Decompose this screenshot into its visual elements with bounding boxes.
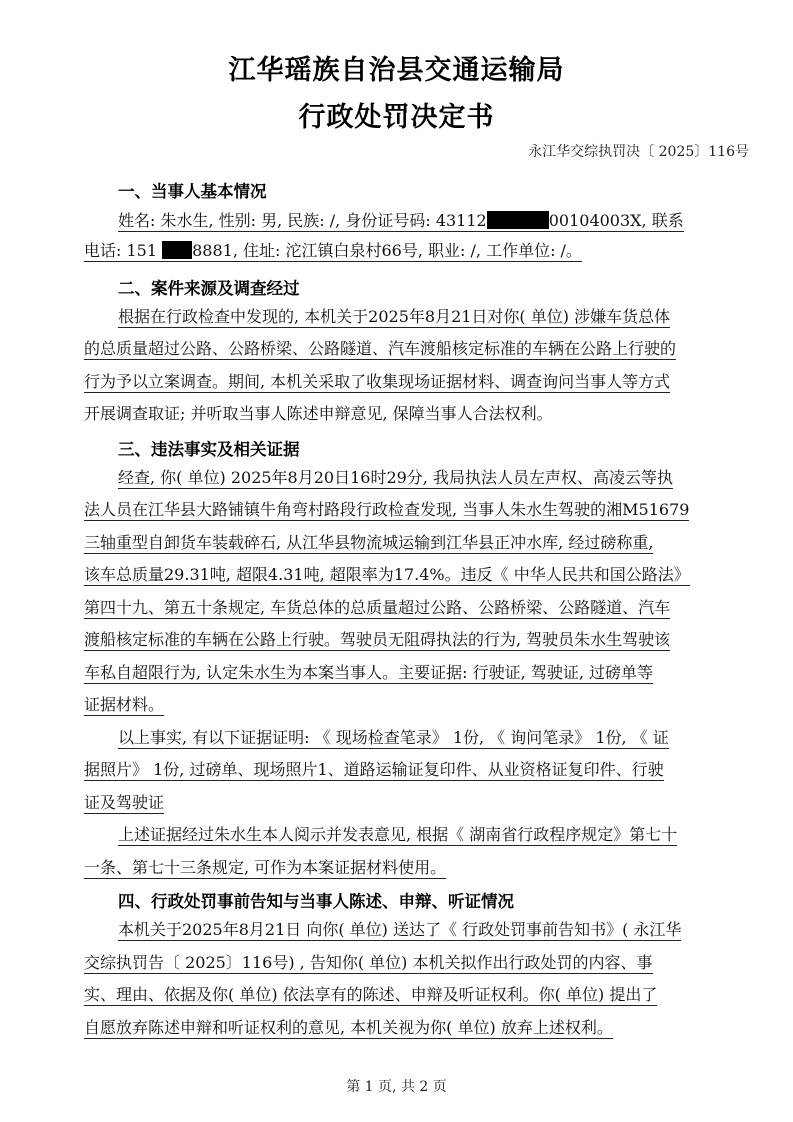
section-4-heading: 四、行政处罚事前告知与当事人陈述、申辩、听证情况	[118, 892, 514, 911]
evidence-text: 证及驾驶证	[84, 793, 165, 812]
facts-text: 渡船核定标准的车辆在公路上行驶。驾驶员无阻碍执法的行为, 驾驶员朱水生驾驶该	[84, 630, 671, 649]
evidence-line	[84, 759, 664, 781]
facts-line	[84, 499, 689, 521]
section-2-line	[84, 371, 670, 393]
evidence-review-line	[84, 857, 446, 879]
evidence-text: 以上事实, 有以下证据证明: 《 现场检查笔录》 1份, 《 询问笔录》 1份, 《 证	[118, 728, 669, 747]
notice-line	[118, 919, 681, 941]
party-id-suffix: 00104003X, 联系	[548, 211, 684, 230]
evidence-text: 据照片》 1份, 过磅单、现场照片1、道路运输证复印件、从业资格证复印件、行驶	[84, 760, 664, 779]
notice-text: 自愿放弃陈述申辩和听证权利的意见, 本机关视为你( 单位) 放弃上述权利。	[84, 1018, 613, 1037]
facts-text: 证据材料。	[84, 695, 165, 714]
evidence-review-text: 上述证据经过朱水生本人阅示并发表意见, 根据《 湖南省行政程序规定》第七十	[118, 825, 678, 844]
section-2-line	[118, 306, 670, 328]
party-info-line-1	[118, 210, 684, 232]
facts-line	[84, 532, 653, 554]
party-info-text	[84, 241, 582, 262]
facts-text: 该车总质量29.31吨, 超限4.31吨, 超限率为17.4%。违反《 中华人民共和国公路法》	[84, 565, 690, 584]
facts-text: 车私自超限行为, 认定朱水生为本案当事人。主要证据: 行驶证, 驾驶证, 过磅单等	[84, 663, 653, 682]
document-title-type: 行政处罚决定书	[298, 102, 495, 133]
section-2-text: 的总质量超过公路、公路桥梁、公路隧道、汽车渡船核定标准的车辆在公路上行驶的	[84, 339, 677, 358]
section-2-heading: 二、案件来源及调查经过	[118, 279, 300, 298]
facts-text: 三轴重型自卸货车装载碎石, 从江华县物流城运输到江华县正冲水库, 经过磅称重,	[84, 533, 654, 552]
section-1-heading: 一、当事人基本情况	[118, 182, 267, 201]
facts-line	[84, 694, 164, 716]
notice-text: 交综执罚告〔 2025〕116号) , 告知你( 单位) 本机关拟作出行政处罚的内容、事	[84, 953, 653, 972]
party-name-id-prefix: 姓名: 朱水生, 性别: 男, 民族: /, 身份证号码: 43112	[118, 211, 487, 230]
notice-text: 实、理由、依据及你( 单位) 依法享有的陈述、申辩及听证权利。你( 单位) 提出了	[84, 985, 658, 1004]
section-2-text: 开展调查取证; 并听取当事人陈述申辩意见, 保障当事人合法权利。	[84, 404, 553, 423]
party-info-text	[118, 211, 684, 232]
document-title-agency: 江华瑶族自治县交通运输局	[228, 55, 565, 86]
facts-text: 法人员在江华县大路铺镇牛角弯村路段行政检查发现, 当事人朱水生驾驶的湘M51679	[84, 500, 690, 519]
page-footer: 第 1 页, 共 2 页	[346, 1079, 447, 1095]
facts-line	[118, 467, 673, 489]
redaction-block	[487, 211, 549, 229]
notice-line	[84, 952, 653, 974]
facts-line	[84, 662, 653, 684]
facts-text: 第四十九、第五十条规定, 车货总体的总质量超过公路、公路桥梁、公路隧道、汽车	[84, 598, 671, 617]
evidence-line	[118, 727, 669, 749]
document-number: 永江华交综执罚决〔 2025〕116号	[528, 144, 749, 160]
section-2-line	[84, 403, 553, 425]
section-2-text: 行为予以立案调查。期间, 本机关采取了收集现场证据材料、调查询问当事人等方式	[84, 372, 671, 391]
notice-text: 本机关于2025年8月21日 向你( 单位) 送达了《 行政处罚事前告知书》( 永江华	[118, 920, 682, 939]
party-info-line-2	[84, 240, 582, 262]
facts-line	[84, 629, 670, 651]
party-address: 8881, 住址: 沱江镇白泉村66号, 职业: /, 工作单位: /。	[192, 241, 582, 260]
section-3-heading: 三、违法事实及相关证据	[118, 440, 300, 459]
party-phone-prefix: 电话: 151	[84, 241, 158, 260]
notice-line	[84, 1017, 613, 1039]
evidence-line	[84, 792, 164, 814]
section-2-line	[84, 338, 676, 360]
section-2-text: 根据在行政检查中发现的, 本机关于2025年8月21日对你( 单位) 涉嫌车货总体	[118, 307, 671, 326]
evidence-review-line	[118, 824, 677, 846]
facts-text: 经查, 你( 单位) 2025年8月20日16时29分, 我局执法人员左声权、高凌云等执	[118, 468, 673, 487]
evidence-review-text: 一条、第七十三条规定, 可作为本案证据材料使用。	[84, 858, 447, 877]
notice-line	[84, 984, 657, 1006]
facts-line	[84, 564, 690, 586]
facts-line	[84, 597, 670, 619]
redaction-block	[162, 241, 192, 259]
